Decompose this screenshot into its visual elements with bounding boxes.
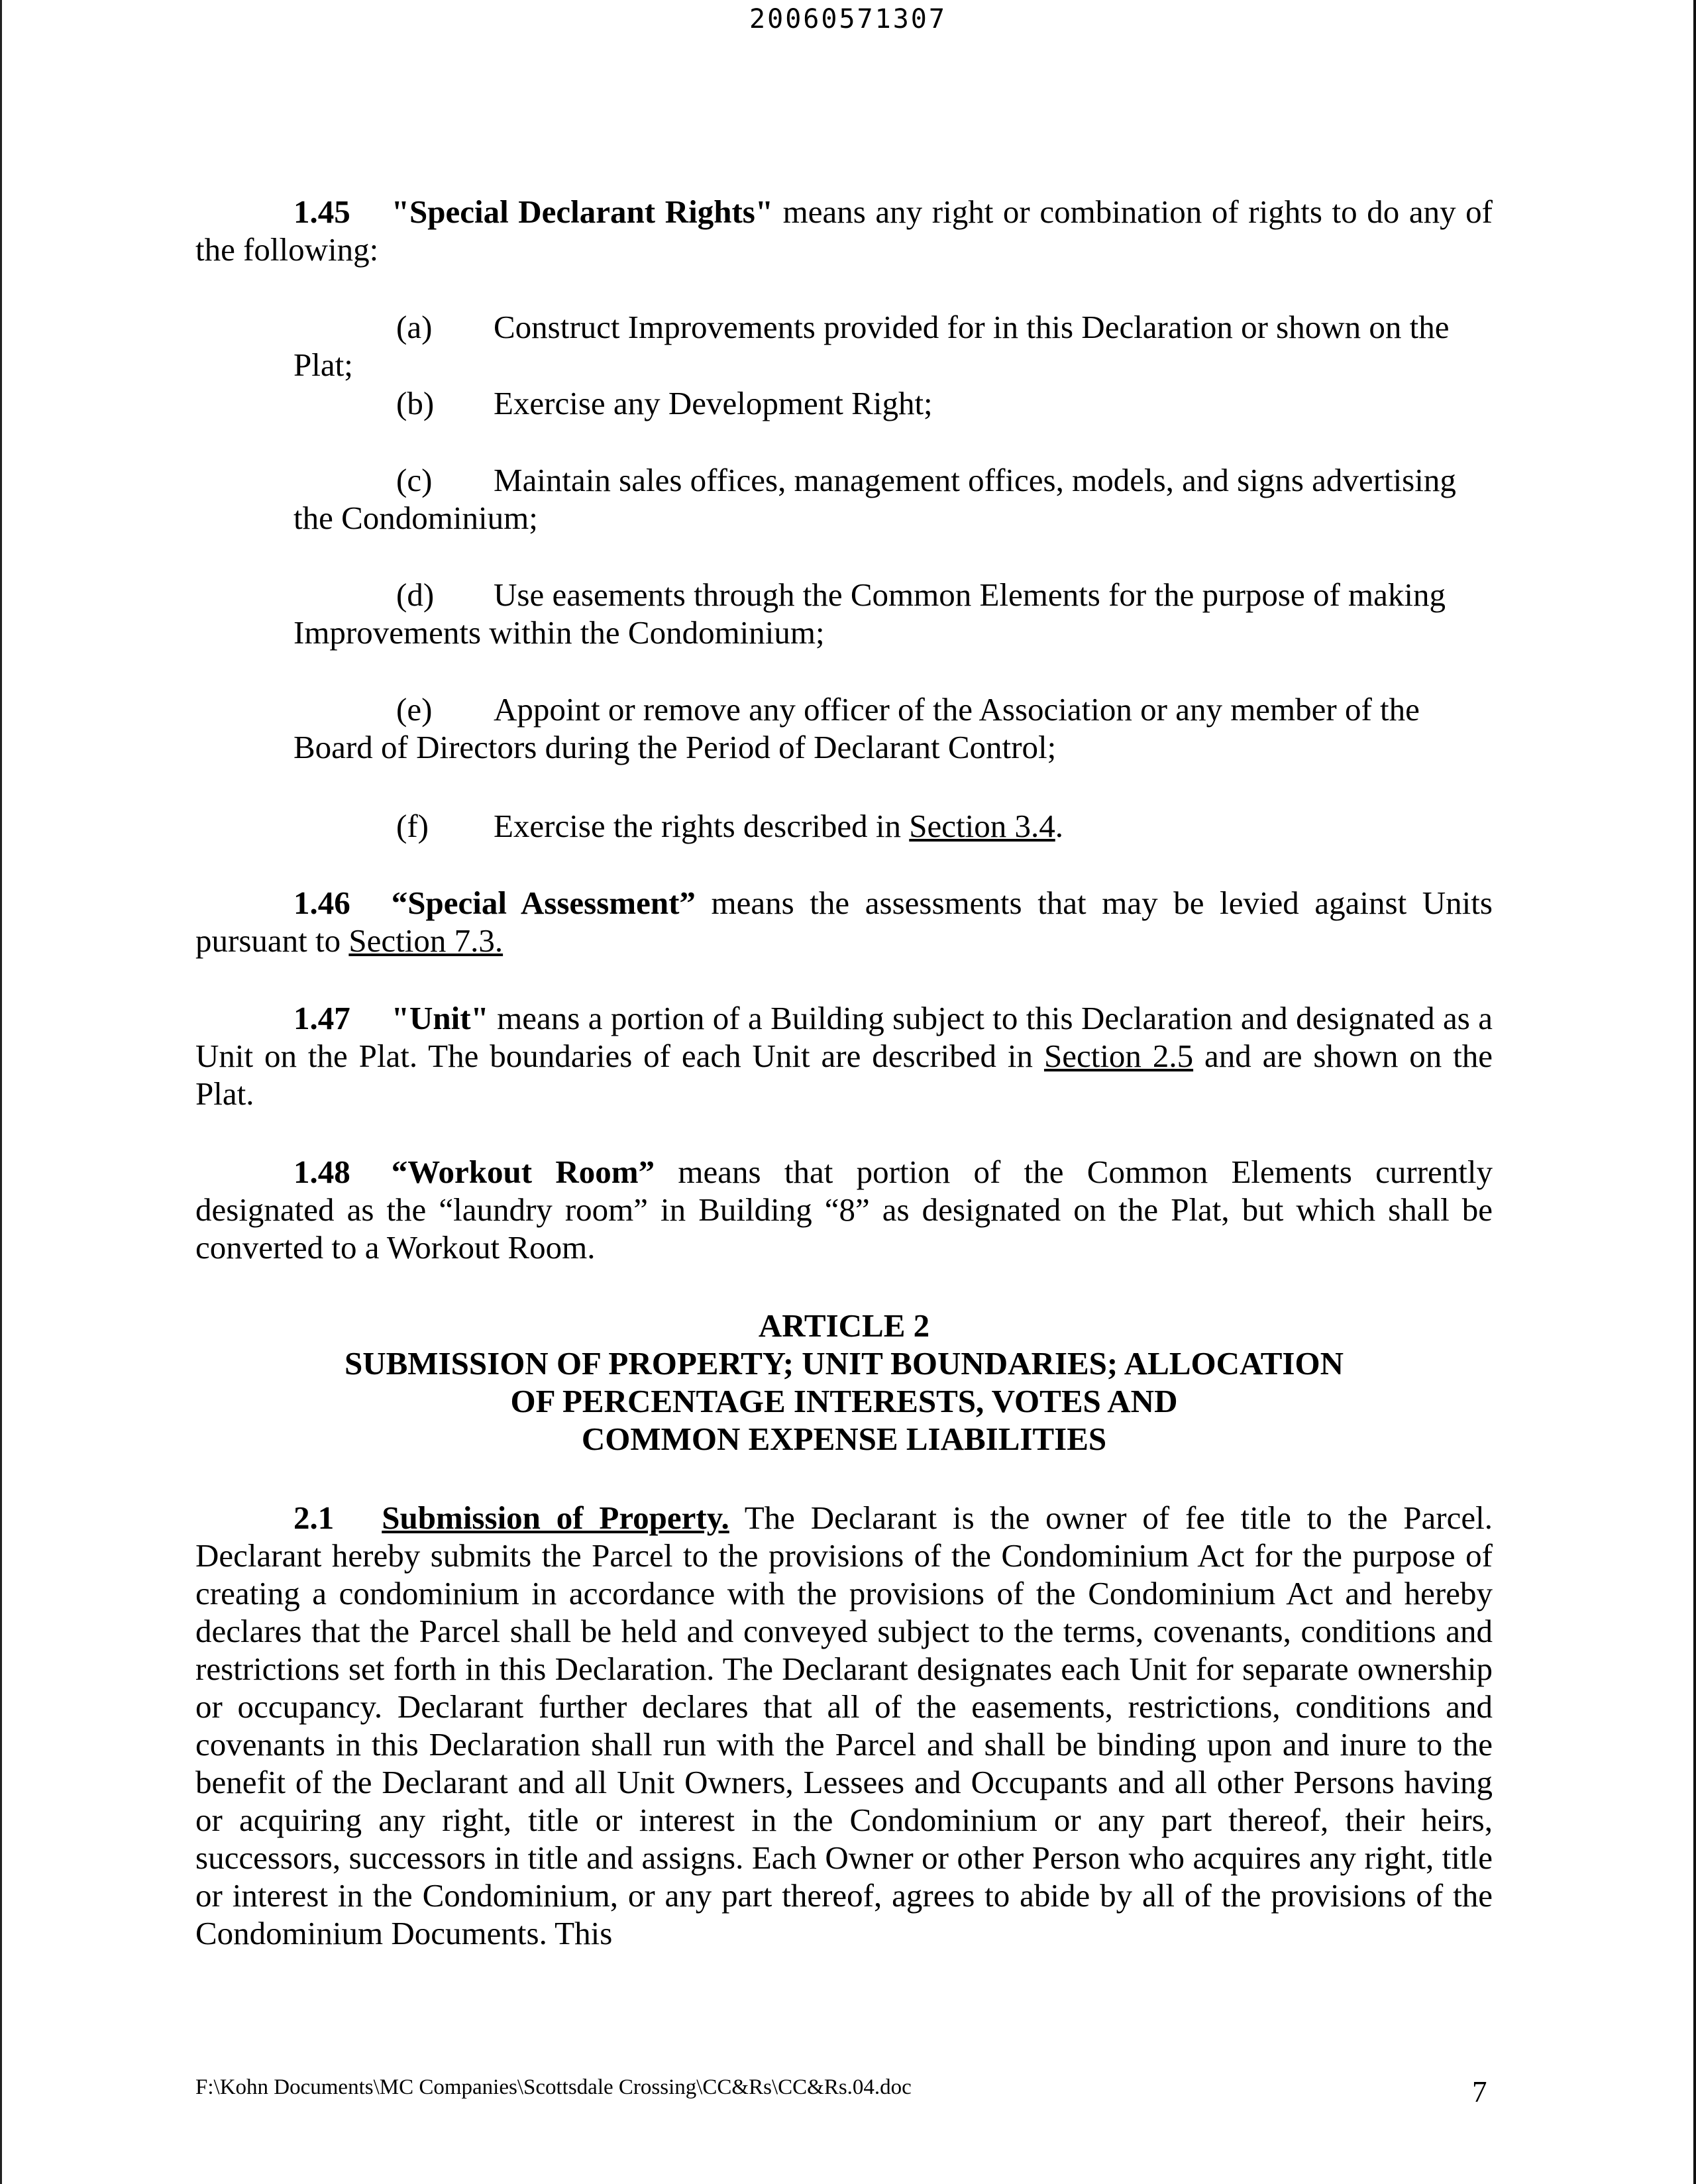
- list-text-cont: Board of Directors during the Period of Declarant Control;: [293, 729, 1057, 765]
- article-subtitle-line: COMMON EXPENSE LIABILITIES: [581, 1421, 1107, 1457]
- section-reference-link[interactable]: Section 2.5: [1043, 1038, 1194, 1074]
- section-text: means the assessments that may be levied against Units pursuant to: [195, 885, 1493, 959]
- list-item-a: [293, 308, 1493, 384]
- recording-number: 20060571307: [749, 4, 947, 34]
- scan-edge-right: [1693, 0, 1696, 2184]
- list-label: (a): [396, 309, 433, 345]
- defined-term: "Special Declarant Rights": [391, 193, 774, 230]
- list-text: Exercise the rights described in: [494, 808, 910, 844]
- article-heading: [195, 1307, 1493, 1458]
- section-2-1: [195, 1499, 1493, 1952]
- list-item-e: [293, 690, 1493, 766]
- article-subtitle-line: SUBMISSION OF PROPERTY; UNIT BOUNDARIES; ALLOCATION: [344, 1345, 1344, 1382]
- list-text-cont: the Condominium;: [293, 500, 538, 536]
- list-text-cont: Improvements within the Condominium;: [293, 614, 825, 651]
- scan-edge-left: [0, 0, 2, 2184]
- list-item-d: [293, 576, 1493, 651]
- list-text: Maintain sales offices, management offices, models, and signs advertising: [494, 462, 1456, 498]
- defined-term: "Unit": [391, 1000, 489, 1036]
- list-label: (e): [396, 691, 433, 728]
- list-text: Use easements through the Common Elements for the purpose of making: [494, 576, 1446, 613]
- section-number: 1.48: [293, 1154, 350, 1190]
- section-text: means a portion of a Building subject to this Declaration and designated as a Unit on the Plat. The boundaries of each Unit are described in: [195, 1000, 1493, 1074]
- section-text: The Declarant is the owner of fee title to the Parcel. Declarant hereby submits the Parcel to the provisions of the Condominium Act for the purpose of creating a condominium in accordance with the provisions of the Condominium Act and hereby declares that the Parcel shall be held and conveyed subject to the terms, covenants, conditions and restrictions set forth in this Declaration. The Declarant designates each Unit for separate ownership or occupancy. Declarant further declares that all of the easements, restrictions, conditions and covenants in this Declaration shall run with the Parcel and shall be binding upon and inure to the benefit of the Declarant and all Unit Owners, Lessees and Occupants and all other Persons having or acquiring any right, title or interest in the Condominium or any part thereof, their heirs, successors, successors in title and assigns. Each Owner or other Person who acquires any right, title or interest in the Condominium, or any part thereof, agrees to abide by all of the provisions of the Condominium Documents. This: [195, 1500, 1493, 1951]
- list-text: Exercise any Development Right;: [494, 385, 933, 421]
- section-reference-link[interactable]: Section 3.4: [909, 808, 1055, 844]
- list-item-f: [293, 807, 1493, 845]
- list-label: (d): [396, 576, 435, 613]
- section-1-48: [195, 1153, 1493, 1266]
- list-label: (f): [396, 808, 429, 844]
- section-number: 1.45: [293, 193, 350, 230]
- article-subtitle-line: OF PERCENTAGE INTERESTS, VOTES AND: [510, 1383, 1178, 1419]
- article-title: ARTICLE 2: [758, 1307, 930, 1344]
- section-text: means that portion of the Common Elements currently designated as the “laundry room” in Building “8” as designated on the Plat, but which shall be converted to a Workout Room.: [195, 1154, 1493, 1266]
- section-text-end: and are shown on the Plat.: [195, 1038, 1493, 1112]
- list-label: (b): [396, 385, 435, 421]
- section-1-47: [195, 999, 1493, 1113]
- list-label: (c): [396, 462, 433, 498]
- section-number: 1.46: [293, 885, 350, 921]
- section-number: 1.47: [293, 1000, 350, 1036]
- list-item-c: [293, 461, 1493, 537]
- section-number: 2.1: [293, 1500, 335, 1536]
- footer-file-path: F:\Kohn Documents\MC Companies\Scottsdale Crossing\CC&Rs\CC&Rs.04.doc: [195, 2075, 912, 2099]
- list-text-end: .: [1055, 808, 1063, 844]
- section-text: means any right or combination of rights to do any of the following:: [195, 193, 1493, 268]
- section-1-46: [195, 884, 1493, 959]
- list-text-cont: Plat;: [293, 347, 353, 383]
- defined-term: “Workout Room”: [391, 1154, 655, 1190]
- list-text: Appoint or remove any officer of the Association or any member of the: [494, 691, 1420, 728]
- section-title: Submission of Property.: [382, 1500, 729, 1536]
- defined-term: “Special Assessment”: [391, 885, 696, 921]
- section-1-45: [195, 193, 1493, 268]
- list-text: Construct Improvements provided for in this Declaration or shown on the: [494, 309, 1450, 345]
- page-number: 7: [1472, 2075, 1487, 2108]
- section-reference-link[interactable]: Section 7.3.: [348, 922, 504, 959]
- list-item-b: [293, 384, 1493, 422]
